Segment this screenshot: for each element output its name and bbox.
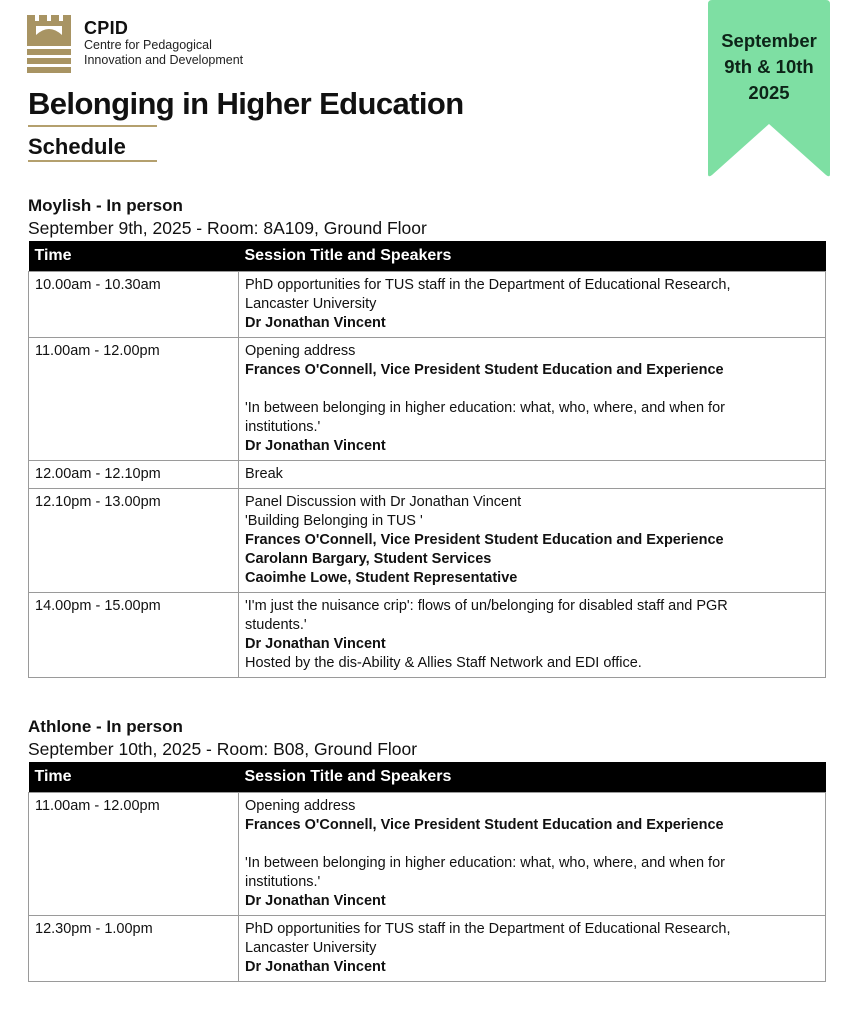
table-row [29,916,826,982]
table-row [29,593,826,678]
table-header-row [29,241,826,272]
section-heading: Moylish - In person [28,196,183,215]
ribbon-line-3: 2025 [748,82,790,103]
session-line: 'In between belonging in higher education: what, who, where, and when for [245,400,725,416]
session-details [239,793,826,916]
page-subtitle: Schedule [28,134,126,159]
athlone-section [28,716,826,982]
ribbon-line-1: September [721,30,817,51]
session-details [239,593,826,678]
session-line: Hosted by the dis-Ability & Allies Staff Network and EDI office. [245,655,642,671]
session-line: students.' [245,617,307,633]
session-details [239,272,826,338]
speaker-line: Frances O'Connell, Vice President Student Education and Experience [245,532,724,548]
column-header-session: Session Title and Speakers [239,241,826,272]
session-line: Lancaster University [245,940,377,956]
session-line: PhD opportunities for TUS staff in the Department of Educational Research, [245,277,731,293]
table-row [29,272,826,338]
speaker-line: Dr Jonathan Vincent [245,893,386,909]
session-details [239,338,826,461]
session-time: 12.10pm - 13.00pm [29,489,239,593]
line-spacer [245,835,819,854]
section-heading: Athlone - In person [28,717,183,736]
session-line: 'Building Belonging in TUS ' [245,513,423,529]
session-details [239,489,826,593]
session-line: 'In between belonging in higher education: what, who, where, and when for [245,855,725,871]
column-header-session: Session Title and Speakers [239,762,826,793]
column-header-time: Time [29,762,239,793]
session-time: 11.00am - 12.00pm [29,793,239,916]
brand-subtitle-line-2: Innovation and Development [84,53,244,67]
session-line: 'I'm just the nuisance crip': flows of un/belonging for disabled staff and PGR [245,598,728,614]
speaker-line: Dr Jonathan Vincent [245,636,386,652]
session-time: 12.00am - 12.10pm [29,461,239,489]
column-header-time: Time [29,241,239,272]
session-line: Opening address [245,343,356,359]
session-line: PhD opportunities for TUS staff in the Department of Educational Research, [245,921,731,937]
cpid-logo-icon [27,15,71,73]
speaker-line: Dr Jonathan Vincent [245,315,386,331]
speaker-line: Caoimhe Lowe, Student Representative [245,570,518,586]
session-time: 12.30pm - 1.00pm [29,916,239,982]
table-row [29,489,826,593]
ribbon-line-2: 9th & 10th [724,56,814,77]
speaker-line: Frances O'Connell, Vice President Student Education and Experience [245,362,724,378]
brand-name: CPID [84,18,129,38]
section-date: September 9th, 2025 - Room: 8A109, Ground Floor [28,218,427,238]
table-row [29,461,826,489]
speaker-line: Dr Jonathan Vincent [245,959,386,975]
speaker-line: Frances O'Connell, Vice President Student Education and Experience [245,817,724,833]
speaker-line: Carolann Bargary, Student Services [245,551,492,567]
session-line: Break [245,466,283,482]
brand-subtitle-line-1: Centre for Pedagogical [84,38,212,52]
schedule-table [28,241,826,678]
brand-block [84,18,243,68]
moylish-section [28,195,826,678]
session-time: 10.00am - 10.30am [29,272,239,338]
page-title: Belonging in Higher Education [28,86,464,121]
date-ribbon-text [708,28,830,106]
session-line: Opening address [245,798,356,814]
session-time: 14.00pm - 15.00pm [29,593,239,678]
speaker-line: Dr Jonathan Vincent [245,438,386,454]
table-header-row [29,762,826,793]
session-details [239,461,826,489]
section-date: September 10th, 2025 - Room: B08, Ground Floor [28,739,418,759]
session-line: institutions.' [245,874,321,890]
line-spacer [245,380,819,399]
session-details [239,916,826,982]
table-row [29,338,826,461]
session-line: institutions.' [245,419,321,435]
session-line: Panel Discussion with Dr Jonathan Vincent [245,494,522,510]
session-time: 11.00am - 12.00pm [29,338,239,461]
title-underline [28,125,157,127]
subtitle-underline [28,160,157,162]
session-line: Lancaster University [245,296,377,312]
schedule-table [28,762,826,982]
table-row [29,793,826,916]
